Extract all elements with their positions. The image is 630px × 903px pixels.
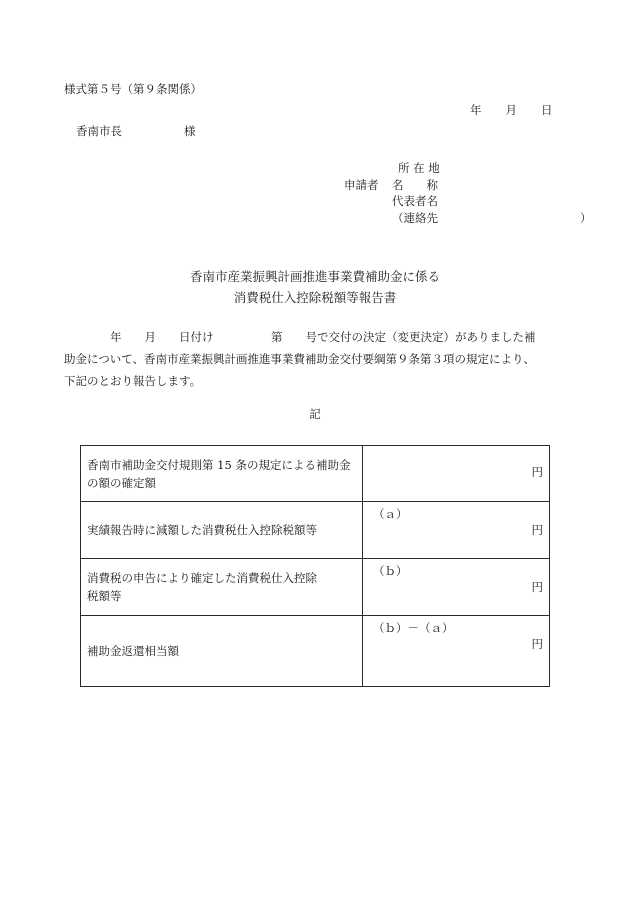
body-line-1: 年 月 日付け 第 号で交付の決定（変更決定）がありました補: [64, 330, 536, 344]
applicant-block: [344, 160, 592, 226]
body-line-2: 助金について、香南市産業振興計画推進事業費補助金交付要綱第９条第３項の規定により、: [64, 352, 536, 366]
amount-cell[interactable]: [363, 616, 550, 687]
row-label-line: 香南市補助金交付規則第 15 条の規定による補助金: [87, 457, 351, 472]
row-label: [81, 502, 363, 559]
yen-unit: 円: [531, 580, 543, 594]
date-month-label: 月: [505, 103, 517, 117]
contact-open-label: （連絡先: [392, 210, 438, 225]
amount-cell[interactable]: [363, 446, 550, 502]
document-title-line1: 香南市産業振興計画推進事業費補助金に係る: [189, 269, 440, 284]
report-table: [80, 445, 550, 687]
row-label-line: 補助金返還相当額: [87, 644, 179, 658]
table-row: [81, 559, 550, 616]
amount-tag: （ａ）: [373, 507, 408, 521]
addressee-honorific: 様: [184, 124, 196, 138]
row-label: [81, 616, 363, 687]
addressee-name: 香南市長: [76, 124, 122, 138]
amount-tag: （ｂ）: [373, 564, 408, 578]
body-paragraph: [64, 326, 574, 392]
row-label-line: 税額等: [87, 589, 122, 603]
row-label: [81, 559, 363, 616]
table-row: [81, 446, 550, 502]
body-line-3: 下記のとおり報告します。: [64, 374, 202, 388]
name-label: 名 称: [392, 177, 438, 192]
address-label: 所 在 地: [398, 161, 440, 175]
yen-unit: 円: [531, 523, 543, 537]
form-number: 様式第５号（第９条関係）: [64, 82, 202, 96]
contact-close-label: ）: [580, 210, 592, 225]
row-label: [81, 446, 363, 502]
date-year-label: 年: [470, 103, 482, 117]
row-label-line: 消費税の申告により確定した消費税仕入控除: [87, 571, 317, 585]
date-day-label: 日: [541, 103, 553, 117]
amount-cell[interactable]: [363, 502, 550, 559]
amount-tag: （ｂ）－（ａ）: [373, 621, 454, 635]
representative-label: 代表者名: [392, 194, 438, 208]
amount-cell[interactable]: [363, 559, 550, 616]
yen-unit: 円: [531, 465, 543, 479]
document-title-line2: 消費税仕入控除税額等報告書: [233, 290, 397, 305]
table-row: [81, 502, 550, 559]
addressee: [76, 123, 196, 139]
table-row: [81, 616, 550, 687]
row-label-line: の額の確定額: [87, 475, 156, 490]
applicant-role-label: 申請者: [344, 177, 379, 192]
yen-unit: 円: [531, 637, 543, 651]
row-label-line: 実績報告時に減額した消費税仕入控除税額等: [87, 523, 317, 537]
ki-heading: 記: [309, 407, 321, 421]
date-line: [470, 102, 553, 118]
